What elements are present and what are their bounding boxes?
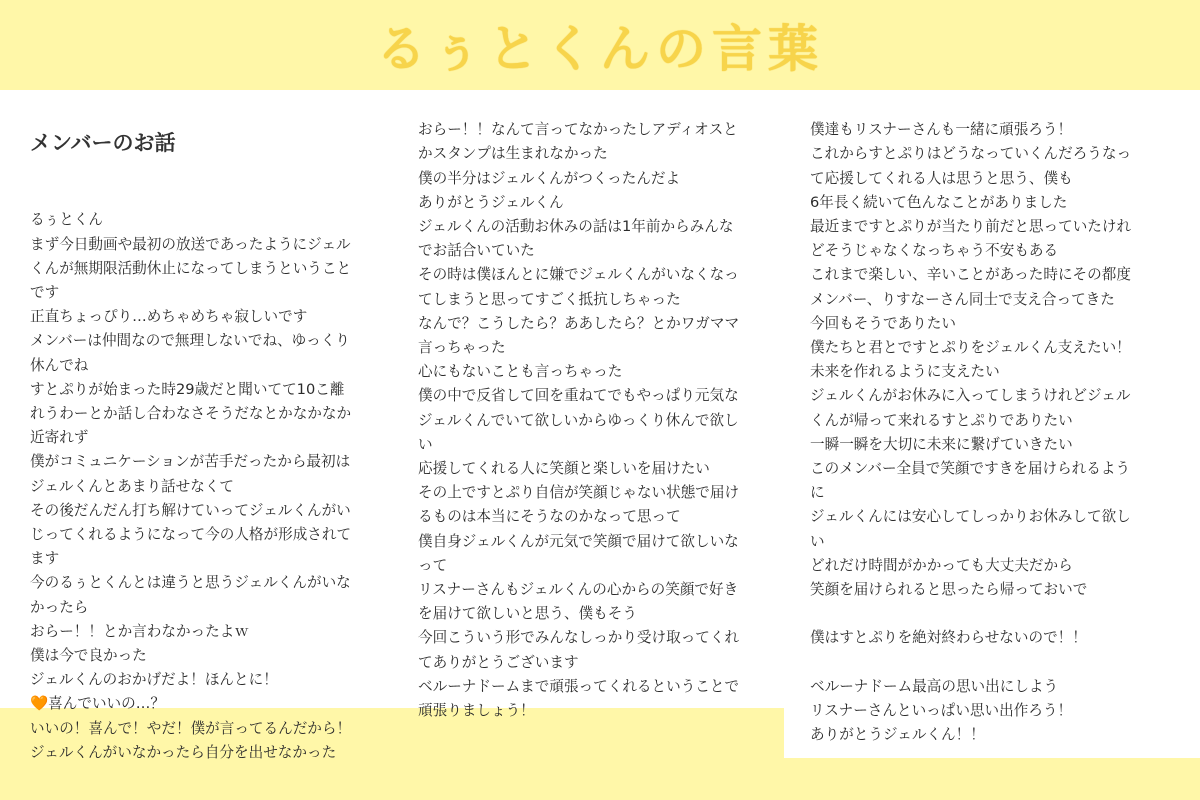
text-column-middle <box>398 90 784 720</box>
text-column-right <box>784 90 1200 758</box>
column-right-text: 僕達もリスナーさんも一緒に頑張ろう！ これからすとぷりはどうなっていくんだろうなっ て応援してくれる人は思うと思う、僕も 6年長く続いて色んなことがありました 最近まですとぷりが当たり前だと思っていたけれ どそうじゃなくなっちゃう不安もある これまで楽しい、辛いことがあった時にその都度 メンバー、りすなーさん同士で支え合ってきた 今回もそうでありたい 僕たちと君とですとぷりをジェルくん支えたい！ 未来を作れるように支えたい ジェルくんがお休みに入ってしまうけれどジェル くんが帰って来れるすとぷりでありたい 一瞬一瞬を大切に未来に繋げていきたい このメンバー全員で笑顔ですきを届けられるよう に ジェルくんには安心してしっかりお休みして欲し い どれだけ時間がかかっても大丈夫だから 笑顔を届けられると思ったら帰っておいで 僕はすとぷりを絶対終わらせないので！！ ベルーナドーム最高の思い出にしよう リスナーさんといっぱい思い出作ろう！ ありがとうジェルくん！！ <box>810 121 1132 744</box>
column-middle-text: おらー！！なんて言ってなかったしアディオスと かスタンプは生まれなかった 僕の半分はジェルくんがつくったんだよ ありがとうジェルくん ジェルくんの活動お休みの話は1年前からみんな でお話合いていた その時は僕ほんとに嫌でジェルくんがいなくなっ てしまうと思ってすごく抵抗しちゃった なんで？こうしたら？ああしたら？とかワガママ 言っちゃった 心にもないことも言っちゃった 僕の中で反省して回を重ねてでもやっぱり元気な ジェルくんでいて欲しいからゆっくり休んで欲し い 応援してくれる人に笑顔と楽しいを届けたい その上ですとぷり自信が笑顔じゃない状態で届け るものは本当にそうなのかなって思って 僕自身ジェルくんが元気で笑顔で届けて欲しいな って リスナーさんもジェルくんの心からの笑顔で好き を届けて欲しいと思う、僕もそう 今回こういう形でみんなしっかり受け取ってくれ てありがとうございます ベルーナドームまで頑張ってくれるということで 頑張りましょう！ <box>418 121 740 720</box>
section-heading: メンバーのお話 <box>30 131 176 156</box>
column-left-text: るぅとくん まず今日動画や最初の放送であったようにジェル くんが無期限活動休止になってしまうということ です 正直ちょっぴり…めちゃめちゃ寂しいです メンバーは仲間なので無理しないでね、ゆっくり 休んでね すとぷりが始まった時29歳だと聞いてて10こ離 れうわーとか話し合わなさそうだなとかなかなか 近寄れず 僕がコミュニケーションが苦手だったから最初は ジェルくんとあまり話せなくて その後だんだん打ち解けていってジェルくんがい じってくれるようになって今の人格が形成されて ます 今のるぅとくんとは違うと思うジェルくんがいな かったら おらー！！とか言わなかったよｗ 僕は今で良かった ジェルくんのおかげだよ！ほんとに！ 🧡喜んでいいの…？ いいの！喜んで！やだ！僕が言ってるんだから！ ジェルくんがいなかったら自分を出せなかった <box>30 211 352 761</box>
page-title: るぅとくんの言葉 <box>376 20 824 78</box>
text-column-left <box>0 90 398 761</box>
